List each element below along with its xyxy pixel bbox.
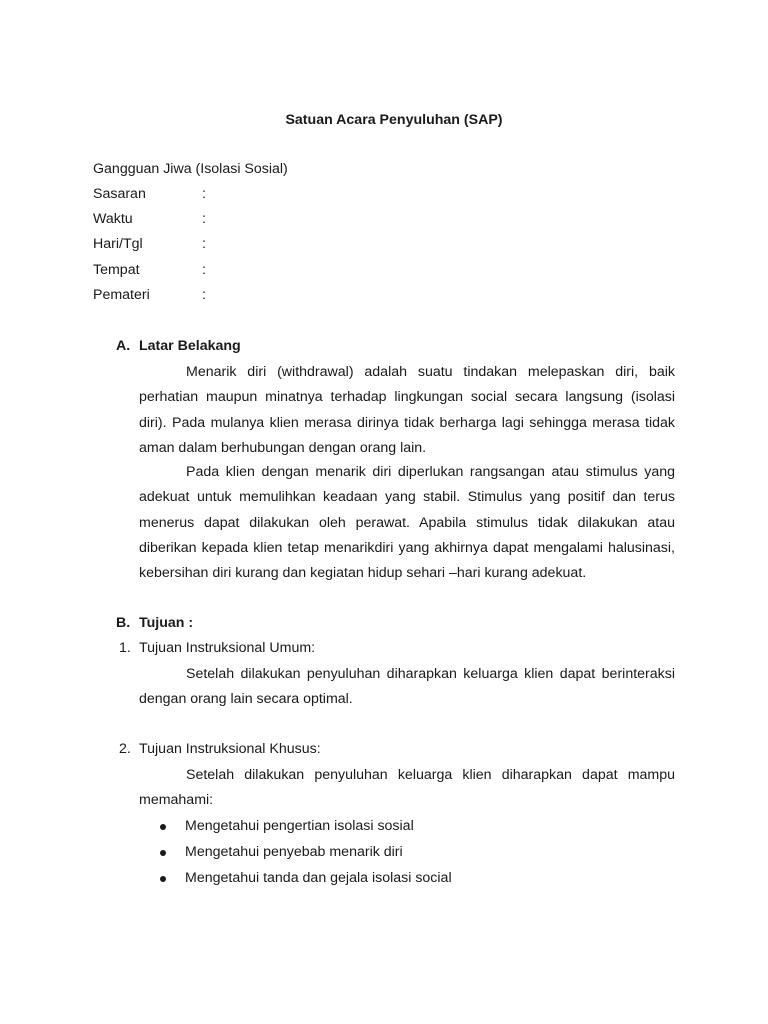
paragraph-text: Setelah dilakukan penyuluhan keluarga klien diharapkan dapat mampu memahami: xyxy=(139,767,675,809)
bullet-icon xyxy=(160,850,166,856)
objective-general-paragraph xyxy=(139,662,675,713)
section-letter: A. xyxy=(116,338,131,354)
document-title: Satuan Acara Penyuluhan (SAP) xyxy=(285,112,503,128)
document-topic: Gangguan Jiwa (Isolasi Sosial) xyxy=(93,161,288,177)
bullet-text: Mengetahui tanda dan gejala isolasi social xyxy=(185,870,452,886)
field-separator: : xyxy=(202,211,206,227)
item-title: Tujuan Instruksional Umum: xyxy=(139,640,316,656)
section-a-paragraph-1 xyxy=(139,360,675,461)
field-label: Waktu xyxy=(93,211,133,227)
field-label: Hari/Tgl xyxy=(93,236,143,252)
field-separator: : xyxy=(202,287,206,303)
bullet-icon xyxy=(160,876,166,882)
field-separator: : xyxy=(202,186,206,202)
field-separator: : xyxy=(202,236,206,252)
objective-specific-paragraph xyxy=(139,763,675,814)
paragraph-text: Pada klien dengan menarik diri diperlukan rangsangan atau stimulus yang adekuat untuk memulihkan keadaan yang stabil. Stimulus yang positif dan terus menerus dapat dilakukan oleh perawat. Apabila stimulus tidak dilakukan atau diberikan kepada klien tetap menarikdiri yang akhirnya dapat mengalami halusinasi, kebersihan diri kurang dan kegiatan hidup sehari –hari kurang adekuat. xyxy=(139,464,675,582)
item-number: 2. xyxy=(119,741,131,757)
section-title: Tujuan : xyxy=(139,615,194,631)
bullet-icon xyxy=(160,824,166,830)
section-title: Latar Belakang xyxy=(139,338,241,354)
paragraph-text: Setelah dilakukan penyuluhan diharapkan keluarga klien dapat berinteraksi dengan orang lain secara optimal. xyxy=(139,666,675,708)
field-separator: : xyxy=(202,262,206,278)
item-title: Tujuan Instruksional Khusus: xyxy=(139,741,321,757)
bullet-text: Mengetahui pengertian isolasi sosial xyxy=(185,818,414,834)
field-label: Sasaran xyxy=(93,186,146,202)
item-number: 1. xyxy=(119,640,131,656)
bullet-text: Mengetahui penyebab menarik diri xyxy=(185,844,403,860)
paragraph-text: Menarik diri (withdrawal) adalah suatu tindakan melepaskan diri, baik perhatian maupun minatnya terhadap lingkungan social secara langsung (isolasi diri). Pada mulanya klien merasa dirinya tidak berharga lagi sehingga merasa tidak aman dalam berhubungan dengan orang lain. xyxy=(139,364,675,456)
section-letter: B. xyxy=(116,615,131,631)
section-a-paragraph-2 xyxy=(139,460,675,586)
field-label: Pemateri xyxy=(93,287,150,303)
field-label: Tempat xyxy=(93,262,140,278)
